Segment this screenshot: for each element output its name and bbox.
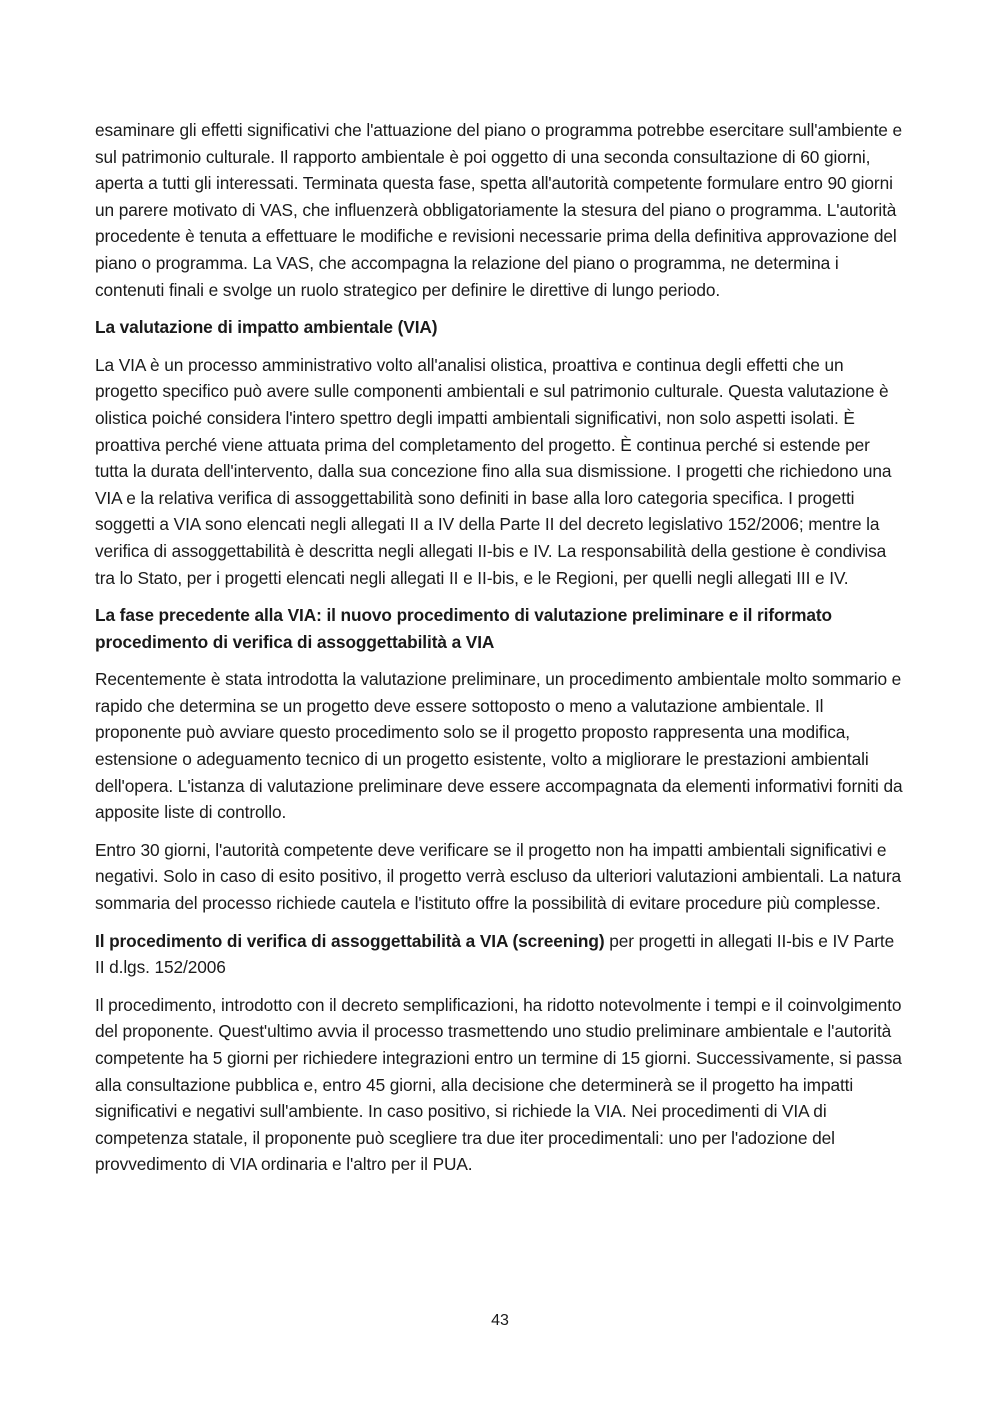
paragraph-screening-procedure: Il procedimento, introdotto con il decreto semplificazioni, ha ridotto notevolmente i tempi e il coinvolgimento del proponente. Quest'ultimo avvia il processo trasmettendo uno studio preliminare ambientale e l'autorità competente ha 5 giorni per richiedere integrazioni entro un termine di 15 giorni. Successivamente, si passa alla consultazione pubblica e, entro 45 giorni, alla decisione che determinerà se il progetto ha impatti significativi e negativi sull'ambiente. In caso positivo, si richiede la VIA. Nei procedimenti di VIA di competenza statale, il proponente può scegliere tra due iter procedimentali: uno per l'adozione del provvedimento di VIA ordinaria e l'altro per il PUA. [95,994,902,1175]
section-heading-via: La valutazione di impatto ambientale (VIA) [95,317,438,338]
document-page [95,117,907,1189]
section-heading-preliminary-phase: La fase precedente alla VIA: il nuovo procedimento di valutazione preliminare e il riformato procedimento di verifica di assoggettabilità a VIA [95,605,832,652]
paragraph-preliminary-evaluation: Recentemente è stata introdotta la valutazione preliminare, un procedimento ambientale molto sommario e rapido che determina se un progetto deve essere sottoposto o meno a valutazione ambientale. Il proponente può avviare questo procedimento solo se il progetto proposto rappresenta una modifica, estensione o adeguamento tecnico di un progetto esistente, volto a migliorare le prestazioni ambientali dell'opera. L'istanza di valutazione preliminare deve essere accompagnata da elementi informativi forniti da apposite liste di controllo. [95,669,903,823]
paragraph-vas-conclusion: esaminare gli effetti significativi che l'attuazione del piano o programma potrebbe esercitare sull'ambiente e sul patrimonio culturale. Il rapporto ambientale è poi oggetto di una seconda consultazione di 60 giorni, aperta a tutti gli interessati. Terminata questa fase, spetta all'autorità competente formulare entro 90 giorni un parere motivato di VAS, che influenzerà obbligatoriamente la stesura del piano o programma. L'autorità procedente è tenuta a effettuare le modifiche e revisioni necessarie prima della definitiva approvazione del piano o programma. La VAS, che accompagna la relazione del piano o programma, ne determina i contenuti finali e svolge un ruolo strategico per definire le direttive di lungo periodo. [95,120,902,300]
section-heading-screening [95,928,907,981]
screening-heading-bold: Il procedimento di verifica di assoggettabilità a VIA (screening) [95,930,605,951]
paragraph-thirty-days: Entro 30 giorni, l'autorità competente deve verificare se il progetto non ha impatti ambientali significativi e negativi. Solo in caso di esito positivo, il progetto verrà escluso da ulteriori valutazioni ambientali. La natura sommaria del processo richiede cautela e l'istituto offre la possibilità di evitare procedure più complesse. [95,839,902,914]
screening-heading-rest: per progetti in allegati II-bis e IV Parte II d.lgs. 152/2006 [95,930,895,978]
page-number: 43 [491,1312,509,1329]
paragraph-via-definition: La VIA è un processo amministrativo volto all'analisi olistica, proattiva e continua degli effetti che un progetto specifico può avere sulle componenti ambientali e sul patrimonio culturale. Questa valutazione è olistica poiché considera l'intero spettro degli impatti ambientali significativi, non solo aspetti isolati. È proattiva perché viene attuata prima del completamento del progetto. È continua perché si estende per tutta la durata dell'intervento, dalla sua concezione fino alla sua dismissione. I progetti che richiedono una VIA e la relativa verifica di assoggettabilità sono definiti in base alla loro categoria specifica. I progetti soggetti a VIA sono elencati negli allegati II a IV della Parte II del decreto legislativo 152/2006; mentre la verifica di assoggettabilità è descritta negli allegati II-bis e IV. La responsabilità della gestione è condivisa tra lo Stato, per i progetti elencati negli allegati II e II-bis, e le Regioni, per quelli negli allegati III e IV. [95,354,892,588]
